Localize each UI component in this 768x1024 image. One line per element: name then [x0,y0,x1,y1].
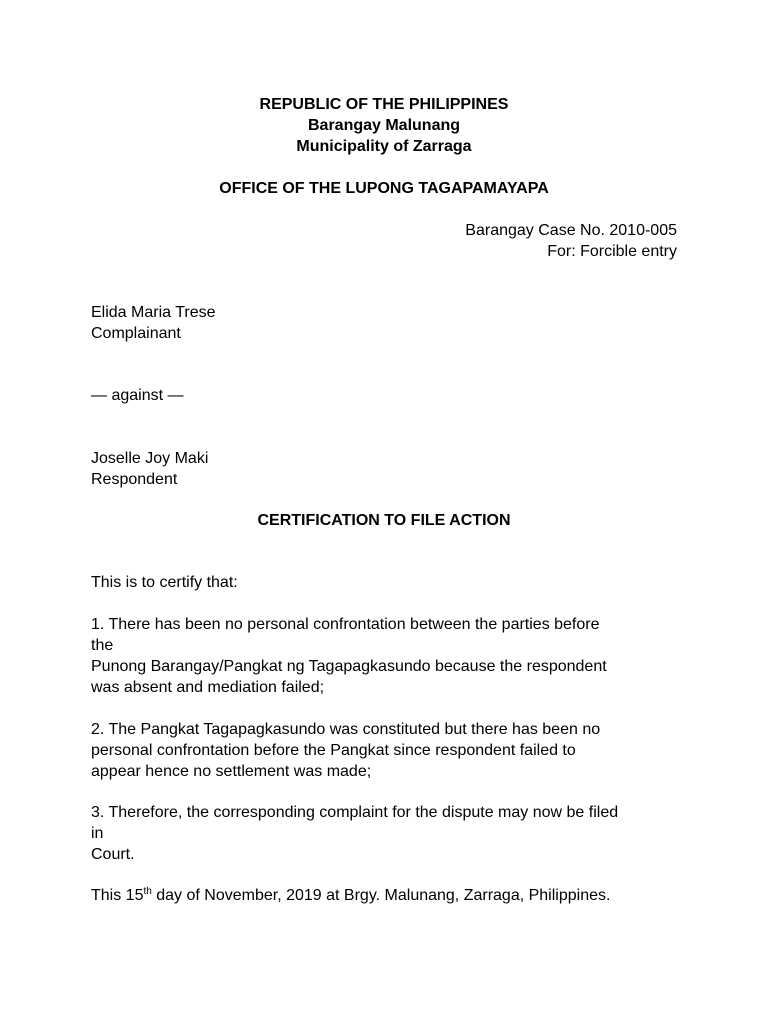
header-republic: REPUBLIC OF THE PHILIPPINES [259,96,509,113]
respondent-name: Joselle Joy Maki [91,450,209,467]
closing-ordinal-suffix: th [143,886,152,897]
item-3-paragraph [91,802,681,865]
intro-text: This is to certify that: [91,574,238,591]
item-3-line-1: 3. Therefore, the corresponding complaint for the dispute may now be filed [91,804,619,821]
respondent-role: Respondent [91,471,178,488]
case-nature: For: Forcible entry [547,243,677,260]
document-header [0,94,768,157]
item-1-line-2: the [91,637,114,654]
closing-paragraph [91,885,681,906]
case-info [465,220,677,262]
item-2-line-3: appear hence no settlement was made; [91,763,372,780]
item-2-line-1: 2. The Pangkat Tagapagkasundo was constituted but there has been no [91,721,601,738]
complainant-name: Elida Maria Trese [91,304,216,321]
intro-paragraph [91,572,681,593]
closing-before: This 15 [91,887,144,904]
item-1-line-4: was absent and mediation failed; [91,679,325,696]
against-separator: — against — [91,387,184,404]
office-heading: OFFICE OF THE LUPONG TAGAPAMAYAPA [219,180,549,197]
item-1-line-3: Punong Barangay/Pangkat ng Tagapagkasundo because the respondent [91,658,607,675]
item-2-paragraph [91,719,681,782]
case-number: Barangay Case No. 2010-005 [465,222,677,239]
item-2-line-2: personal confrontation before the Pangkat since respondent failed to [91,742,576,759]
header-municipality: Municipality of Zarraga [296,138,472,155]
header-barangay: Barangay Malunang [307,117,461,134]
certification-title: CERTIFICATION TO FILE ACTION [257,512,511,529]
item-1-line-1: 1. There has been no personal confrontation between the parties before [91,616,600,633]
item-3-line-3: Court. [91,846,135,863]
closing-after: day of November, 2019 at Brgy. Malunang, Zarraga, Philippines. [151,887,611,904]
closing-line [91,885,681,906]
item-1-paragraph [91,614,681,698]
complainant-role: Complainant [91,325,181,342]
respondent-block [91,448,208,490]
item-3-line-2: in [91,825,104,842]
complainant-block [91,302,216,344]
